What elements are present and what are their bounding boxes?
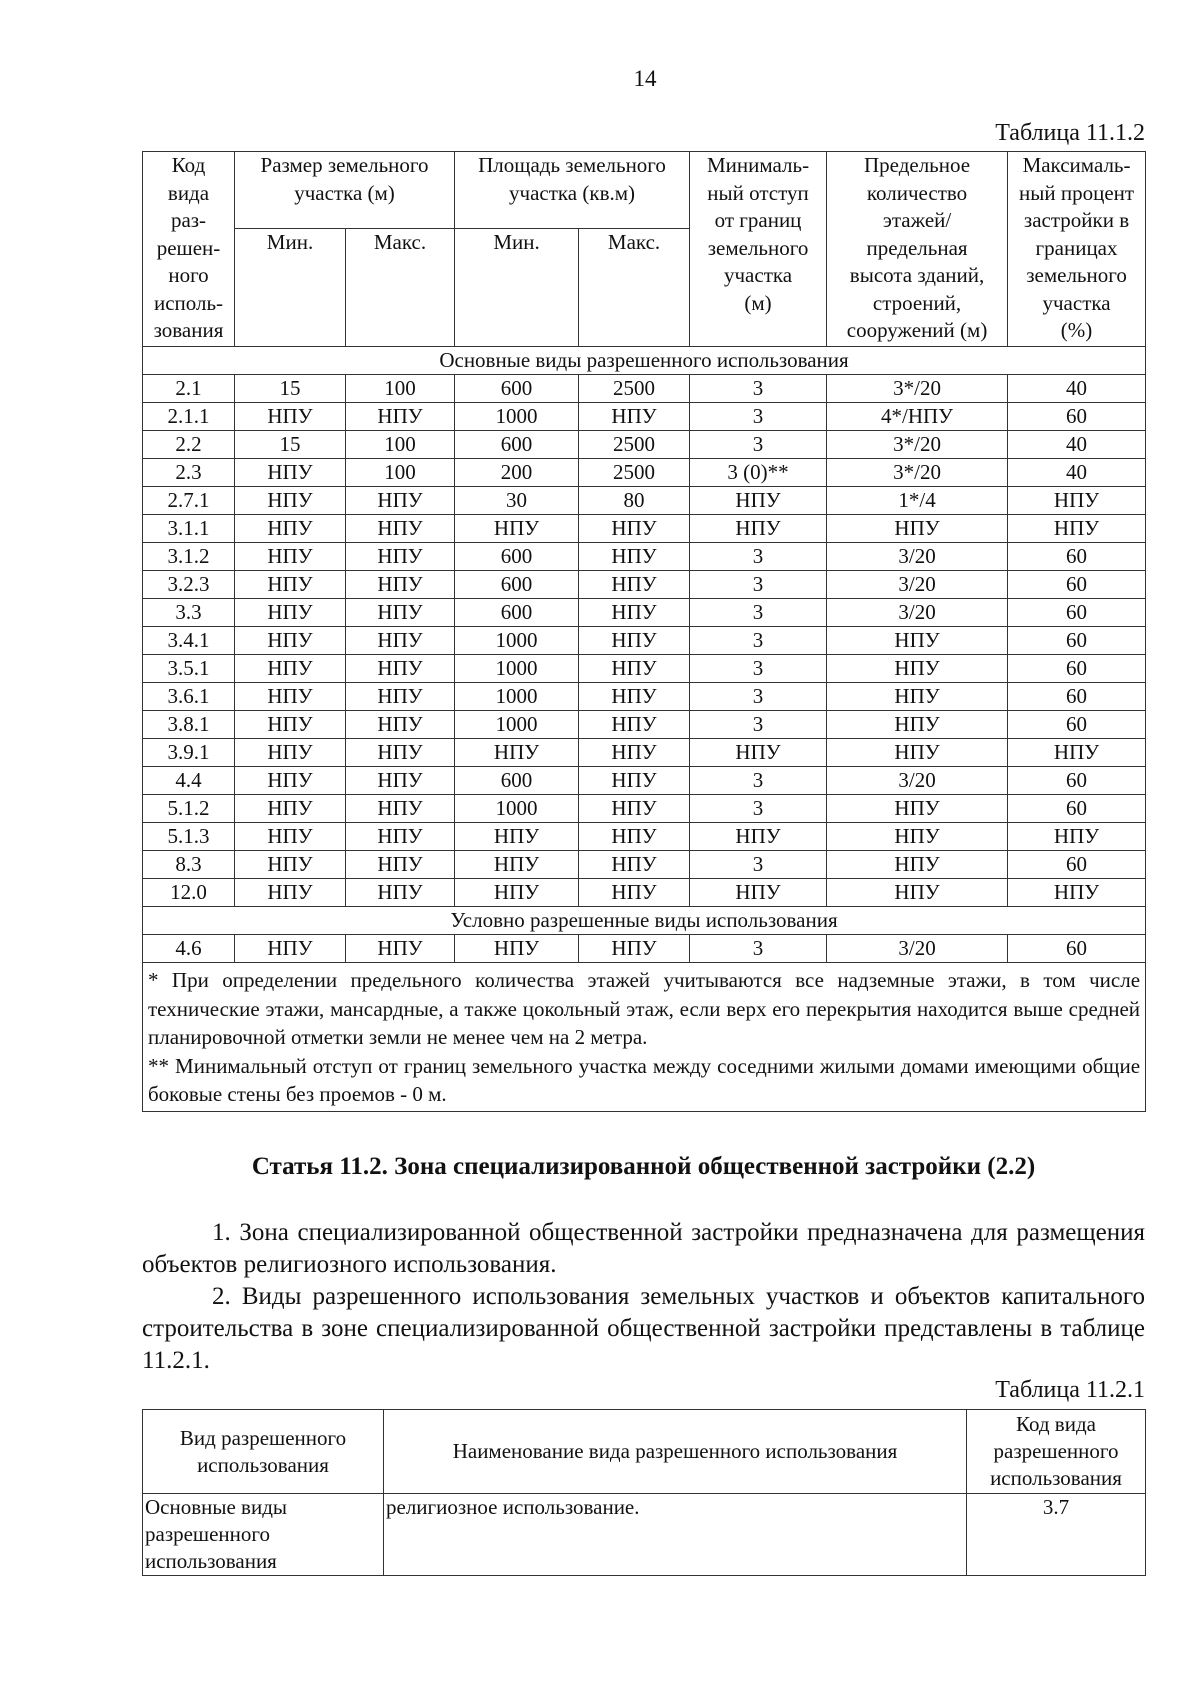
table-row xyxy=(143,375,1146,403)
header-line: ного xyxy=(168,263,209,287)
table-cell: 4.4 xyxy=(143,767,235,795)
table-row xyxy=(143,823,1146,851)
table-cell: 3.9.1 xyxy=(143,739,235,767)
table-cell: НПУ xyxy=(579,851,690,879)
article-heading: Статья 11.2. Зона специализированной общественной застройки (2.2) xyxy=(251,1153,1036,1180)
table-cell: НПУ xyxy=(235,739,346,767)
table-cell: 60 xyxy=(1008,655,1146,683)
table-cell: НПУ xyxy=(579,739,690,767)
header-line: участка (кв.м) xyxy=(509,180,636,205)
table-cell: НПУ xyxy=(579,935,690,963)
table-cell: 600 xyxy=(455,767,579,795)
table-cell: НПУ xyxy=(346,683,455,711)
table-cell: НПУ xyxy=(579,543,690,571)
table-cell: НПУ xyxy=(455,515,579,543)
table-cell: 4*/НПУ xyxy=(827,403,1008,431)
table-cell: 60 xyxy=(1008,571,1146,599)
table-cell: НПУ xyxy=(579,711,690,739)
table-cell: НПУ xyxy=(235,459,346,487)
table-cell: НПУ xyxy=(235,711,346,739)
note-setback: ** Минимальный отступ от границ земельного участка между соседними жилыми домами имеющими общие боковые стены без проемов - 0 м. xyxy=(148,1053,1141,1106)
table-cell: 4.6 xyxy=(143,935,235,963)
table-cell: НПУ xyxy=(827,795,1008,823)
header-line: участка xyxy=(1042,290,1111,315)
table-cell: НПУ xyxy=(235,655,346,683)
table-cell: 1000 xyxy=(455,711,579,739)
table-cell: НПУ xyxy=(346,767,455,795)
header-line: строений, xyxy=(872,290,962,315)
table-cell: религиозное использование. xyxy=(384,1494,967,1576)
table-cell: 30 xyxy=(455,487,579,515)
header-line: высота зданий, xyxy=(849,263,985,287)
table-cell: 3 xyxy=(690,403,827,431)
table-cell: 3.1.1 xyxy=(143,515,235,543)
table-cell: 3 xyxy=(690,795,827,823)
table-cell: НПУ xyxy=(235,599,346,627)
table-cell: 3*/20 xyxy=(827,431,1008,459)
table-cell: НПУ xyxy=(235,767,346,795)
table-cell: НПУ xyxy=(579,599,690,627)
paragraph-1: 1. Зона специализированной общественной застройки предназначена для размещения объектов религиозного использования. xyxy=(142,1219,1145,1278)
table-cell: 60 xyxy=(1008,851,1146,879)
table-cell: НПУ xyxy=(1008,739,1146,767)
table-row xyxy=(143,739,1146,767)
table-notes xyxy=(143,963,1146,1112)
table-cell: 3.8.1 xyxy=(143,711,235,739)
table-cell: 2.3 xyxy=(143,459,235,487)
table-cell: 3 xyxy=(690,711,827,739)
table-cell: 60 xyxy=(1008,543,1146,571)
table-row xyxy=(143,431,1146,459)
table-cell: 3.6.1 xyxy=(143,683,235,711)
header-line: ный процент xyxy=(1019,180,1135,205)
table-cell: НПУ xyxy=(346,627,455,655)
page-number: 14 xyxy=(633,66,657,91)
table-row xyxy=(143,543,1146,571)
table-cell: 15 xyxy=(235,375,346,403)
table-cell: НПУ xyxy=(579,879,690,907)
table-cell: НПУ xyxy=(235,823,346,851)
table-cell: 3.2.3 xyxy=(143,571,235,599)
table-cell: НПУ xyxy=(346,655,455,683)
header-line: раз- xyxy=(170,208,207,232)
table-cell: 1*/4 xyxy=(827,487,1008,515)
header-line: участка (м) xyxy=(294,180,395,205)
table-cell: 3 xyxy=(690,935,827,963)
table-cell: 60 xyxy=(1008,599,1146,627)
table-cell: 3.4.1 xyxy=(143,627,235,655)
table-cell: НПУ xyxy=(455,935,579,963)
table-row xyxy=(143,795,1146,823)
table-cell: 2500 xyxy=(579,459,690,487)
table-cell: НПУ xyxy=(346,879,455,907)
table-cell: НПУ xyxy=(827,879,1008,907)
header-line: вида xyxy=(167,180,210,205)
table-cell: 3 xyxy=(690,851,827,879)
table-cell: НПУ xyxy=(579,627,690,655)
table-cell: 3 xyxy=(690,627,827,655)
table-cell: 3.1.2 xyxy=(143,543,235,571)
table-cell: 1000 xyxy=(455,683,579,711)
table-cell: НПУ xyxy=(827,823,1008,851)
table-row xyxy=(143,571,1146,599)
table-row xyxy=(143,403,1146,431)
table-cell: 60 xyxy=(1008,767,1146,795)
table-cell: НПУ xyxy=(235,795,346,823)
section-main-uses: Основные виды разрешенного использования xyxy=(143,347,1146,375)
table-cell: НПУ xyxy=(346,571,455,599)
table-row xyxy=(143,683,1146,711)
table-cell: НПУ xyxy=(690,879,827,907)
header-line: этажей/ xyxy=(882,208,952,232)
table-row xyxy=(143,599,1146,627)
table-row xyxy=(143,711,1146,739)
header-line: исполь- xyxy=(153,290,224,315)
table-row xyxy=(143,459,1146,487)
header-line: границах xyxy=(1035,235,1118,260)
header-line: зования xyxy=(153,318,224,342)
table-cell: НПУ xyxy=(235,571,346,599)
table-cell: НПУ xyxy=(346,543,455,571)
table-cell: 3/20 xyxy=(827,935,1008,963)
table-cell: НПУ xyxy=(346,515,455,543)
header-line: от границ xyxy=(714,208,802,232)
header-line: Площадь земельного xyxy=(478,153,666,177)
permitted-uses-table xyxy=(142,1409,1146,1576)
table-cell: НПУ xyxy=(690,823,827,851)
table-cell: 60 xyxy=(1008,935,1146,963)
table-cell: 200 xyxy=(455,459,579,487)
table-cell: НПУ xyxy=(455,851,579,879)
table-cell: НПУ xyxy=(455,879,579,907)
table-cell: 100 xyxy=(346,431,455,459)
table-cell: 2500 xyxy=(579,375,690,403)
table-cell: 2.2 xyxy=(143,431,235,459)
header-use-type: Вид разрешенного использования xyxy=(143,1410,384,1494)
table-cell: 3 xyxy=(690,655,827,683)
table-cell: НПУ xyxy=(235,879,346,907)
table-cell: 1000 xyxy=(455,627,579,655)
table-cell: 3/20 xyxy=(827,599,1008,627)
header-size-min: Мин. xyxy=(235,229,346,347)
table-cell: НПУ xyxy=(579,767,690,795)
header-line: Размер земельного xyxy=(260,153,429,177)
table-caption-11-1-2: Таблица 11.1.2 xyxy=(995,120,1145,146)
table-cell: НПУ xyxy=(827,683,1008,711)
table-cell: 60 xyxy=(1008,683,1146,711)
note-floors: * При определении предельного количества этажей учитываются все надземные этажи, в том числе технические этажи, мансардные, а также цокольный этаж, если верх его перекрытия находится выше средней планировочной отметки земли не менее чем на 2 метра. xyxy=(148,968,1141,1049)
header-line: предельная xyxy=(866,235,968,260)
table-cell: 2.1.1 xyxy=(143,403,235,431)
table-cell: НПУ xyxy=(235,515,346,543)
table-cell: НПУ xyxy=(346,935,455,963)
header-line: Максималь- xyxy=(1022,153,1131,177)
table-cell: НПУ xyxy=(455,823,579,851)
header-plot-area xyxy=(455,152,690,229)
header-line: Предельное xyxy=(863,153,971,177)
header-line: застройки в xyxy=(1023,208,1130,232)
table-row xyxy=(143,627,1146,655)
table-cell: НПУ xyxy=(346,739,455,767)
header-line: ный отступ xyxy=(707,180,809,205)
header-line: Код xyxy=(171,153,206,177)
table-cell: 3 (0)** xyxy=(690,459,827,487)
table-cell: НПУ xyxy=(346,599,455,627)
header-use-name: Наименование вида разрешенного использования xyxy=(384,1410,967,1494)
table-cell: 3/20 xyxy=(827,767,1008,795)
table-cell: НПУ xyxy=(827,655,1008,683)
table-cell: НПУ xyxy=(235,935,346,963)
table-cell: 3 xyxy=(690,375,827,403)
table-cell: НПУ xyxy=(346,851,455,879)
table-cell: НПУ xyxy=(579,571,690,599)
table-row xyxy=(143,935,1146,963)
table-row xyxy=(143,767,1146,795)
table-cell: 2500 xyxy=(579,431,690,459)
table-cell: НПУ xyxy=(827,515,1008,543)
table-cell: НПУ xyxy=(827,711,1008,739)
table-cell: НПУ xyxy=(235,627,346,655)
table-cell: НПУ xyxy=(346,403,455,431)
table-cell: НПУ xyxy=(827,739,1008,767)
table-cell: 40 xyxy=(1008,431,1146,459)
table-cell: НПУ xyxy=(827,851,1008,879)
table-cell: 60 xyxy=(1008,795,1146,823)
table-cell: 15 xyxy=(235,431,346,459)
table-cell: 3.5.1 xyxy=(143,655,235,683)
table-cell: 3 xyxy=(690,571,827,599)
table-cell: 60 xyxy=(1008,403,1146,431)
table-cell: НПУ xyxy=(346,795,455,823)
header-area-max: Макс. xyxy=(579,229,690,347)
table-cell: 1000 xyxy=(455,655,579,683)
header-code xyxy=(143,152,235,347)
header-line: (%) xyxy=(1060,318,1093,342)
table-cell: 3*/20 xyxy=(827,375,1008,403)
table-cell: 2.1 xyxy=(143,375,235,403)
header-size-max: Макс. xyxy=(346,229,455,347)
table-cell: 3.3 xyxy=(143,599,235,627)
zoning-parameters-table xyxy=(142,151,1146,1112)
table-cell: 3 xyxy=(690,431,827,459)
table-cell: НПУ xyxy=(827,627,1008,655)
header-line: сооружений (м) xyxy=(846,318,988,342)
table-cell: НПУ xyxy=(1008,879,1146,907)
table-cell: НПУ xyxy=(1008,487,1146,515)
table-cell: 1000 xyxy=(455,795,579,823)
header-line: участка xyxy=(723,263,793,287)
table-cell: НПУ xyxy=(235,851,346,879)
table-cell: НПУ xyxy=(1008,515,1146,543)
header-min-setback xyxy=(690,152,827,347)
table-cell: 8.3 xyxy=(143,851,235,879)
table-cell: 1000 xyxy=(455,403,579,431)
header-max-percent xyxy=(1008,152,1146,347)
table-cell: 600 xyxy=(455,599,579,627)
table-cell: 80 xyxy=(579,487,690,515)
table-cell: 3 xyxy=(690,599,827,627)
table-cell: 600 xyxy=(455,375,579,403)
table-cell: 600 xyxy=(455,571,579,599)
table-row xyxy=(143,655,1146,683)
table-cell: 60 xyxy=(1008,711,1146,739)
table-cell: НПУ xyxy=(579,515,690,543)
header-line: Минималь- xyxy=(706,153,810,177)
header-line: земельного xyxy=(1026,263,1127,287)
table-row xyxy=(143,1494,1146,1576)
paragraph-2: 2. Виды разрешенного использования земельных участков и объектов капитального строительства в зоне специализированной общественной застройки представлены в таблице 11.2.1. xyxy=(142,1283,1145,1374)
table-row xyxy=(143,851,1146,879)
table-row xyxy=(143,515,1146,543)
table-cell: НПУ xyxy=(579,655,690,683)
header-line: количество xyxy=(866,180,968,205)
header-plot-size xyxy=(235,152,455,229)
table-cell: 100 xyxy=(346,459,455,487)
table-cell: НПУ xyxy=(1008,823,1146,851)
table-cell: НПУ xyxy=(579,795,690,823)
header-area-min: Мин. xyxy=(455,229,579,347)
table-cell: 600 xyxy=(455,431,579,459)
table-cell: НПУ xyxy=(346,487,455,515)
section-conditional-uses: Условно разрешенные виды использования xyxy=(143,907,1146,935)
table-cell: 60 xyxy=(1008,627,1146,655)
header-floors-height xyxy=(827,152,1008,347)
table-cell: НПУ xyxy=(690,487,827,515)
table-cell: Основные виды разрешенного использования xyxy=(143,1494,384,1576)
table-cell: 3/20 xyxy=(827,571,1008,599)
table-cell: НПУ xyxy=(690,515,827,543)
table-caption-11-2-1: Таблица 11.2.1 xyxy=(995,1377,1145,1403)
table-cell: НПУ xyxy=(579,403,690,431)
table-cell: НПУ xyxy=(235,487,346,515)
header-line: решен- xyxy=(156,235,221,260)
table-row xyxy=(143,879,1146,907)
table-cell: 12.0 xyxy=(143,879,235,907)
table-cell: 5.1.2 xyxy=(143,795,235,823)
table-cell: 2.7.1 xyxy=(143,487,235,515)
table-cell: 3*/20 xyxy=(827,459,1008,487)
table-cell: НПУ xyxy=(579,823,690,851)
table-cell: 3/20 xyxy=(827,543,1008,571)
table-row xyxy=(143,487,1146,515)
table-cell: НПУ xyxy=(235,543,346,571)
header-line: (м) xyxy=(744,290,772,315)
table-cell: НПУ xyxy=(579,683,690,711)
table-cell: 3 xyxy=(690,683,827,711)
header-line: земельного xyxy=(707,235,809,260)
table-cell: НПУ xyxy=(690,739,827,767)
table-cell: НПУ xyxy=(346,711,455,739)
table-cell: 3 xyxy=(690,767,827,795)
header-use-code: Код вида разрешенного использования xyxy=(967,1410,1146,1494)
table-cell: 40 xyxy=(1008,459,1146,487)
table-cell: 40 xyxy=(1008,375,1146,403)
table-cell: НПУ xyxy=(235,403,346,431)
table-cell: НПУ xyxy=(346,823,455,851)
table-cell: 5.1.3 xyxy=(143,823,235,851)
table-cell: 600 xyxy=(455,543,579,571)
table-cell: 3 xyxy=(690,543,827,571)
table-cell: НПУ xyxy=(455,739,579,767)
table-cell: 3.7 xyxy=(967,1494,1146,1576)
table-cell: 100 xyxy=(346,375,455,403)
table-cell: НПУ xyxy=(235,683,346,711)
